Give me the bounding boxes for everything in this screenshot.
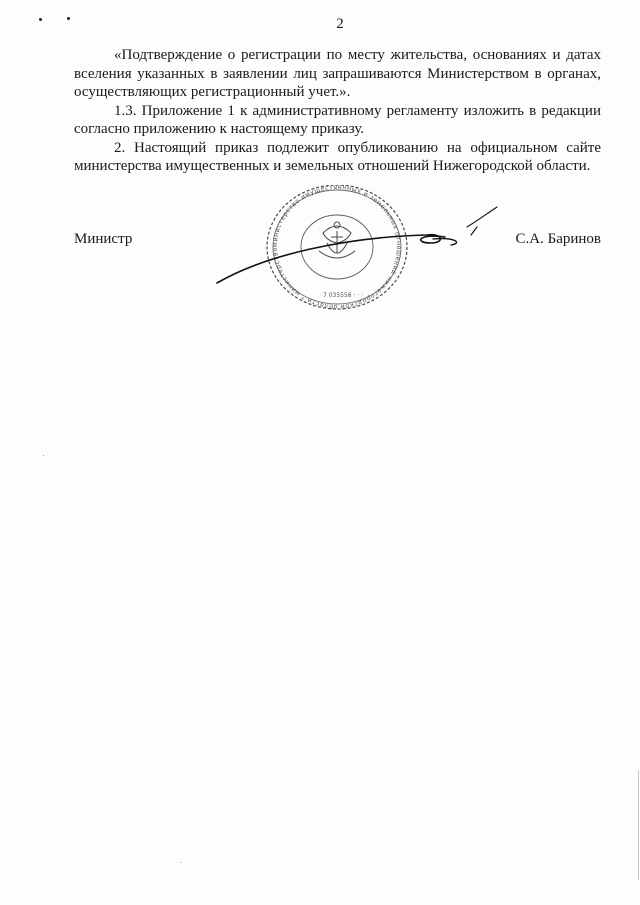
official-stamp [205,185,505,315]
stamp-and-signature-graphic [205,185,505,315]
handwritten-signature [217,207,497,283]
document-body [74,46,601,176]
signatory-name: С.А. Баринов [515,231,601,247]
paragraph-publication: 2. Настоящий приказ подлежит опубликованию на официальном сайте министерства имущественных и земельных отношений Нижегородской области. [74,139,601,174]
paragraph-registration-confirmation: «Подтверждение о регистрации по месту жительства, основаниях и датах вселения указанных в заявлении лиц запрашиваются Министерством в органах, осуществляющих регистрационный учет.». [74,47,601,100]
coat-of-arms-emblem [319,222,355,258]
paragraph-appendix-amendment: 1.3. Приложение 1 к административному регламенту изложить в редакции согласно приложению к настоящему приказу. [74,102,601,137]
scan-speck [43,455,44,456]
signatory-position: Министр [74,231,133,247]
page-number: 2 [336,16,344,32]
scan-edge-line [638,770,639,880]
svg-text:7 035558 · · ·: 7 035558 · · · [323,292,364,299]
svg-text:министерство имущественных и з: министерство имущественных и земельных отношений нижегородской области * министерство [271,185,403,311]
scan-speck [180,862,181,863]
